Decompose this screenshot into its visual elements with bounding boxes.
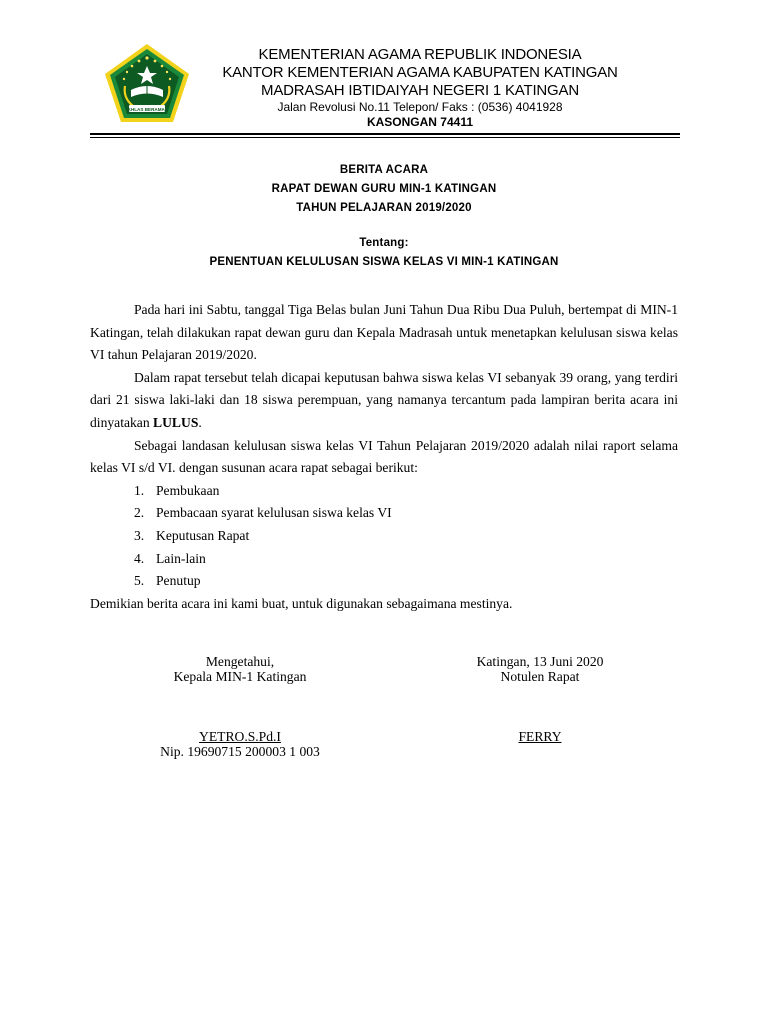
- agenda-number: 1.: [134, 482, 145, 498]
- paragraph-2-text: Dalam rapat tersebut telah dicapai keputusan bahwa siswa kelas VI sebanyak 39 orang, yang terdiri dari 21 siswa laki-laki dan 18 siswa perempuan, yang namanya tercantum pada lampiran berita acara ini dinyatakan: [90, 369, 678, 430]
- acknowledged-label: Mengetahui,: [205, 654, 275, 669]
- headmaster-title: Kepala MIN-1 Katingan: [173, 669, 307, 684]
- agenda-text: Pembacaan syarat kelulusan siswa kelas VI: [156, 505, 392, 521]
- agenda-number: 2.: [134, 505, 145, 521]
- ministry-name: KEMENTERIAN AGAMA REPUBLIK INDONESIA: [258, 46, 582, 63]
- notulen-title: Notulen Rapat: [500, 669, 580, 684]
- letterhead-divider: [90, 133, 680, 135]
- agenda-list: [90, 480, 678, 593]
- doc-meeting: RAPAT DEWAN GURU MIN-1 KATINGAN: [271, 183, 497, 195]
- doc-year: TAHUN PELAJARAN 2019/2020: [296, 202, 472, 214]
- agenda-item: [90, 480, 678, 503]
- tentang-label: Tentang:: [359, 237, 409, 249]
- lulus-emphasis: LULUS: [153, 414, 199, 430]
- doc-title: BERITA ACARA: [339, 164, 429, 176]
- agenda-number: 4.: [134, 550, 145, 566]
- paragraph-2-end: .: [198, 414, 202, 430]
- signatory-left: [140, 729, 340, 759]
- signature-left: [140, 654, 340, 684]
- headmaster-name: YETRO.S.Pd.I: [199, 729, 281, 744]
- place-date: Katingan, 13 Juni 2020: [476, 654, 604, 669]
- notulen-name: FERRY: [518, 729, 562, 744]
- agenda-text: Lain-lain: [156, 550, 206, 566]
- school-city: KASONGAN 74411: [366, 115, 474, 129]
- doc-subject: PENENTUAN KELULUSAN SISWA KELAS VI MIN-1 KATINGAN: [209, 256, 559, 268]
- agenda-number: 3.: [134, 527, 145, 543]
- headmaster-nip: Nip. 19690715 200003 1 003: [160, 744, 320, 759]
- agenda-item: [90, 570, 678, 593]
- signatory-right: [440, 729, 640, 744]
- signature-right: [440, 654, 640, 684]
- logo-motto: IKHLAS BERAMAL: [126, 106, 168, 112]
- document-body: [90, 299, 678, 615]
- office-name: KANTOR KEMENTERIAN AGAMA KABUPATEN KATINGAN: [222, 64, 618, 81]
- school-address: Jalan Revolusi No.11 Telepon/ Faks : (0536) 4041928: [277, 100, 563, 114]
- letterhead-divider-thin: [90, 137, 680, 138]
- agenda-item: [90, 548, 678, 571]
- agenda-text: Penutup: [156, 573, 201, 589]
- agenda-text: Keputusan Rapat: [156, 527, 250, 543]
- letterhead: [200, 46, 640, 130]
- closing-statement: Demikian berita acara ini kami buat, untuk digunakan sebagaimana mestinya.: [90, 595, 513, 611]
- agenda-item: [90, 525, 678, 548]
- paragraph-3: Sebagai landasan kelulusan siswa kelas VI Tahun Pelajaran 2019/2020 adalah nilai raport selama kelas VI s/d VI. dengan susunan acara rapat sebagai berikut:: [90, 437, 678, 476]
- agenda-item: [90, 502, 678, 525]
- school-name: MADRASAH IBTIDAIYAH NEGERI 1 KATINGAN: [261, 82, 579, 99]
- paragraph-2: [90, 367, 678, 435]
- kemenag-logo: [101, 42, 193, 124]
- paragraph-1: Pada hari ini Sabtu, tanggal Tiga Belas bulan Juni Tahun Dua Ribu Dua Puluh, bertempat di MIN-1 Katingan, telah dilakukan rapat dewan guru dan Kepala Madrasah untuk menetapkan kelulusan siswa kelas VI tahun Pelajaran 2019/2020.: [90, 302, 678, 363]
- agenda-text: Pembukaan: [156, 482, 220, 498]
- agenda-number: 5.: [134, 573, 145, 589]
